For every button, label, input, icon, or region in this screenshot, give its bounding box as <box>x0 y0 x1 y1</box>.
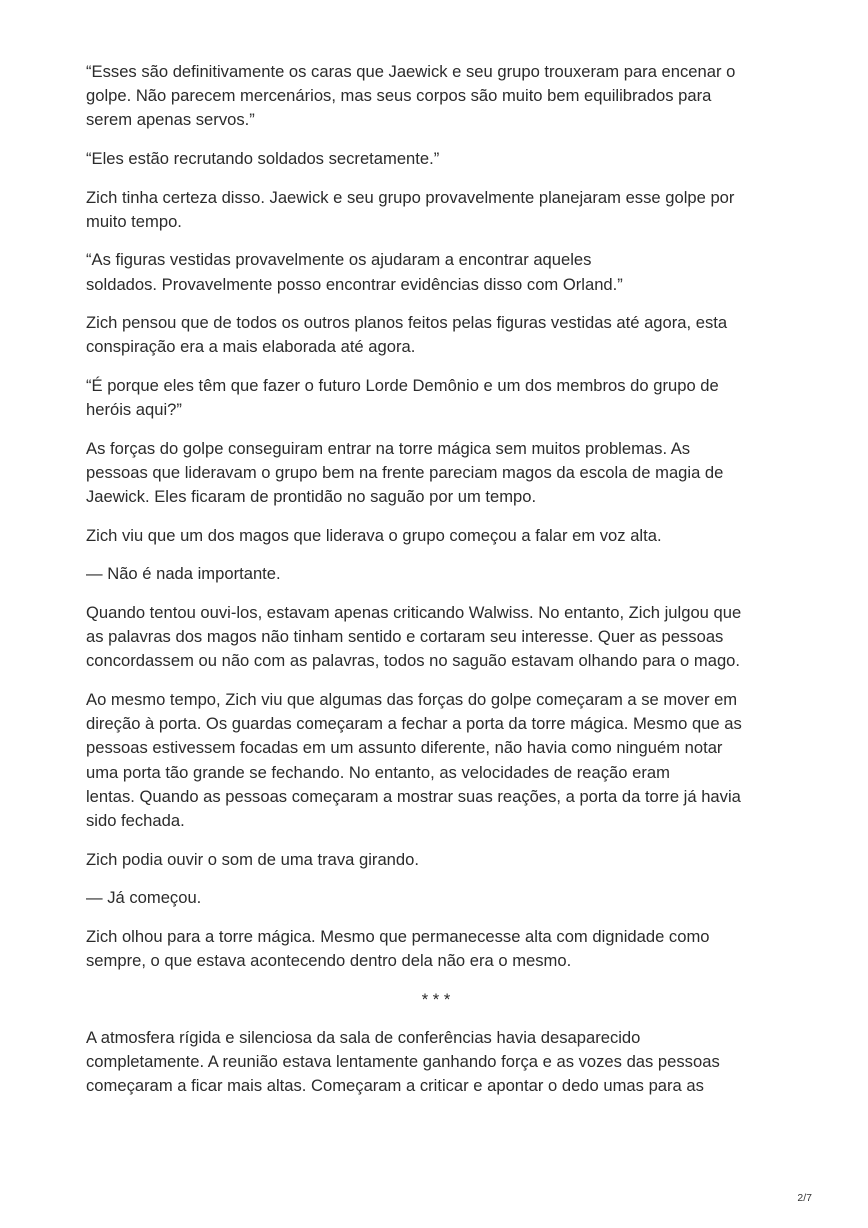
text-line: conspiração era a mais elaborada até agora. <box>86 337 416 357</box>
text-line: pessoas estivessem focadas em um assunto diferente, não havia como ninguém notar <box>86 738 723 758</box>
paragraph-5 <box>86 311 786 359</box>
text-line: concordassem ou não com as palavras, todos no saguão estavam olhando para o mago. <box>86 651 741 671</box>
paragraph-6 <box>86 374 786 422</box>
text-line: Zich tinha certeza disso. Jaewick e seu grupo provavelmente planejaram esse golpe por <box>86 187 735 207</box>
text-line: muito tempo. <box>86 211 182 231</box>
paragraph-13 <box>86 886 786 910</box>
paragraph-14 <box>86 925 786 973</box>
text-line: pessoas que lideravam o grupo bem na frente pareciam magos da escola de magia de <box>86 462 724 482</box>
text-line: “As figuras vestidas provavelmente os ajudaram a encontrar aqueles <box>86 250 592 270</box>
text-line: As forças do golpe conseguiram entrar na torre mágica sem muitos problemas. As <box>86 438 691 458</box>
document-body <box>86 60 786 1113</box>
text-line: Zich viu que um dos magos que liderava o grupo começou a falar em voz alta. <box>86 525 662 545</box>
paragraph-8 <box>86 524 786 548</box>
paragraph-1 <box>86 60 786 133</box>
text-line: soldados. Provavelmente posso encontrar evidências disso com Orland.” <box>86 274 623 294</box>
text-line: “É porque eles têm que fazer o futuro Lorde Demônio e um dos membros do grupo de <box>86 375 719 395</box>
text-line: — Não é nada importante. <box>86 564 281 584</box>
paragraph-final <box>86 1026 786 1099</box>
text-line: A atmosfera rígida e silenciosa da sala de conferências havia desaparecido <box>86 1027 641 1047</box>
paragraph-12 <box>86 848 786 872</box>
text-line: Ao mesmo tempo, Zich viu que algumas das forças do golpe começaram a se mover em <box>86 689 738 709</box>
text-line: — Já começou. <box>86 888 202 908</box>
text-line: uma porta tão grande se fechando. No entanto, as velocidades de reação eram <box>86 762 670 782</box>
text-line: “Eles estão recrutando soldados secretamente.” <box>86 149 440 168</box>
text-line: heróis aqui?” <box>86 400 182 420</box>
paragraph-2 <box>86 147 786 171</box>
scene-separator: * * * <box>421 989 451 1009</box>
page-number: 2/7 <box>797 1192 812 1204</box>
text-line: as palavras dos magos não tinham sentido e cortaram seu interesse. Quer as pessoas <box>86 627 724 647</box>
paragraph-4 <box>86 248 786 296</box>
text-line: golpe. Não parecem mercenários, mas seus corpos são muito bem equilibrados para <box>86 86 712 106</box>
paragraph-10 <box>86 601 786 674</box>
text-line: lentas. Quando as pessoas começaram a mostrar suas reações, a porta da torre já havia <box>86 786 741 806</box>
text-line: direção à porta. Os guardas começaram a fechar a porta da torre mágica. Mesmo que as <box>86 714 742 734</box>
paragraph-3 <box>86 186 786 234</box>
paragraph-9 <box>86 562 786 586</box>
paragraph-7 <box>86 437 786 510</box>
text-line: começaram a ficar mais altas. Começaram a criticar e apontar o dedo umas para as <box>86 1076 704 1096</box>
text-line: Zich podia ouvir o som de uma trava girando. <box>86 849 419 869</box>
text-line: Quando tentou ouvi-los, estavam apenas criticando Walwiss. No entanto, Zich julgou que <box>86 602 742 622</box>
text-line: Jaewick. Eles ficaram de prontidão no saguão por um tempo. <box>86 487 537 507</box>
text-line: serem apenas servos.” <box>86 110 255 130</box>
text-line: sempre, o que estava acontecendo dentro dela não era o mesmo. <box>86 950 572 970</box>
text-line: Zich pensou que de todos os outros planos feitos pelas figuras vestidas até agora, esta <box>86 313 728 333</box>
text-line: sido fechada. <box>86 810 185 830</box>
text-line: completamente. A reunião estava lentamente ganhando força e as vozes das pessoas <box>86 1051 720 1071</box>
text-line: Zich olhou para a torre mágica. Mesmo que permanecesse alta com dignidade como <box>86 926 710 946</box>
paragraph-11 <box>86 688 786 833</box>
text-line: “Esses são definitivamente os caras que Jaewick e seu grupo trouxeram para encenar o <box>86 62 736 81</box>
